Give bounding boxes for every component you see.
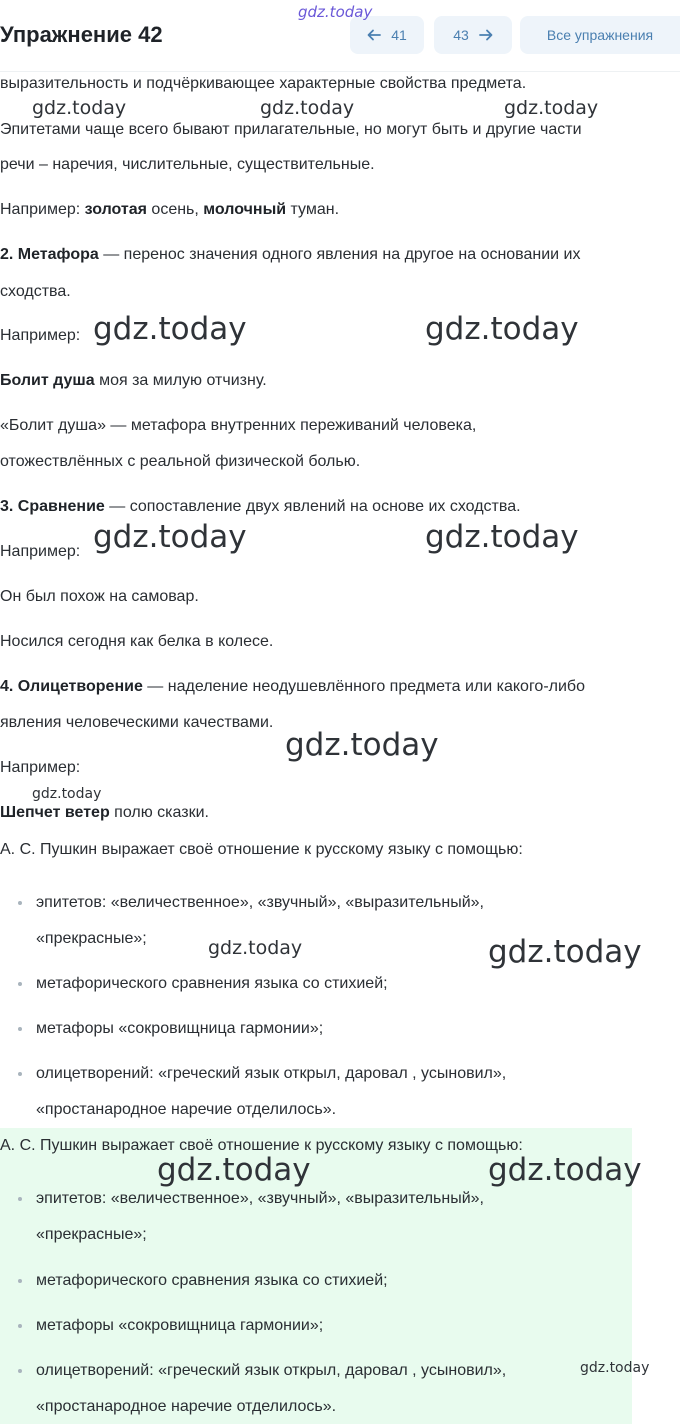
text-line: Эпитетами чаще всего бывают прилагательные, но могут быть и другие части (0, 121, 582, 138)
text-line: речи – наречия, числительные, существительные. (0, 156, 375, 173)
text-line: «Болит душа» — метафора внутренних переживаний человека, (0, 417, 477, 434)
watermark: gdz.today (93, 311, 247, 347)
text-line: отожествлённых с реальной физической болью. (0, 453, 361, 470)
arrow-right-icon (479, 28, 493, 42)
text-line: Носился сегодня как белка в колесе. (0, 633, 274, 650)
term-line: 3. Сравнение — сопоставление двух явлений на основе их сходства. (0, 498, 521, 515)
bullet (18, 1027, 22, 1031)
example-line: Болит душа моя за милую отчизну. (0, 372, 267, 389)
bullet (18, 1324, 22, 1328)
watermark: gdz.today (32, 786, 102, 802)
text-line: Он был похож на самовар. (0, 588, 199, 605)
text-line: Например: (0, 759, 81, 776)
all-exercises-label: Все упражнения (546, 27, 654, 43)
watermark: gdz.today (425, 519, 579, 555)
watermark: gdz.today (285, 727, 439, 763)
bullet (18, 1369, 22, 1373)
watermark: gdz.today (32, 97, 127, 119)
text-line: Например: (0, 327, 81, 344)
example-line: Шепчет ветер полю сказки. (0, 804, 209, 821)
watermark: gdz.today (208, 937, 303, 959)
watermark: gdz.today (260, 97, 355, 119)
watermark: gdz.today (93, 519, 247, 555)
answer-intro: А. С. Пушкин выражает своё отношение к русскому языку с помощью: (0, 1137, 523, 1154)
watermark: gdz.today (425, 311, 579, 347)
arrow-left-icon (367, 28, 381, 42)
watermark: gdz.today (504, 97, 599, 119)
watermark: gdz.today (580, 1360, 650, 1376)
text-line: явления человеческими качествами. (0, 714, 274, 731)
all-exercises-button[interactable] (520, 16, 680, 54)
text-line: сходства. (0, 283, 71, 300)
text-line: выразительность и подчёркивающее характерные свойства предмета. (0, 75, 527, 92)
term-line: 4. Олицетворение — наделение неодушевлённого предмета или какого-либо (0, 678, 585, 695)
page-title: Упражнение 42 (0, 22, 163, 47)
next-exercise-label: 43 (453, 27, 469, 43)
watermark: gdz.today (157, 1152, 311, 1188)
bullet (18, 901, 22, 905)
bullet (18, 982, 22, 986)
prev-exercise-button[interactable] (350, 16, 424, 54)
bullet (18, 1072, 22, 1076)
term-line: 2. Метафора — перенос значения одного явления на другое на основании их (0, 246, 581, 263)
bullet (18, 1197, 22, 1201)
watermark: gdz.today (298, 3, 373, 21)
text-line: Например: (0, 543, 81, 560)
example-line: Например: золотая осень, молочный туман. (0, 201, 340, 218)
watermark: gdz.today (488, 1152, 642, 1188)
watermark: gdz.today (488, 934, 642, 970)
prev-exercise-label: 41 (391, 27, 407, 43)
next-exercise-button[interactable] (434, 16, 512, 54)
text-line: А. С. Пушкин выражает своё отношение к русскому языку с помощью: (0, 841, 523, 858)
bullet (18, 1279, 22, 1283)
